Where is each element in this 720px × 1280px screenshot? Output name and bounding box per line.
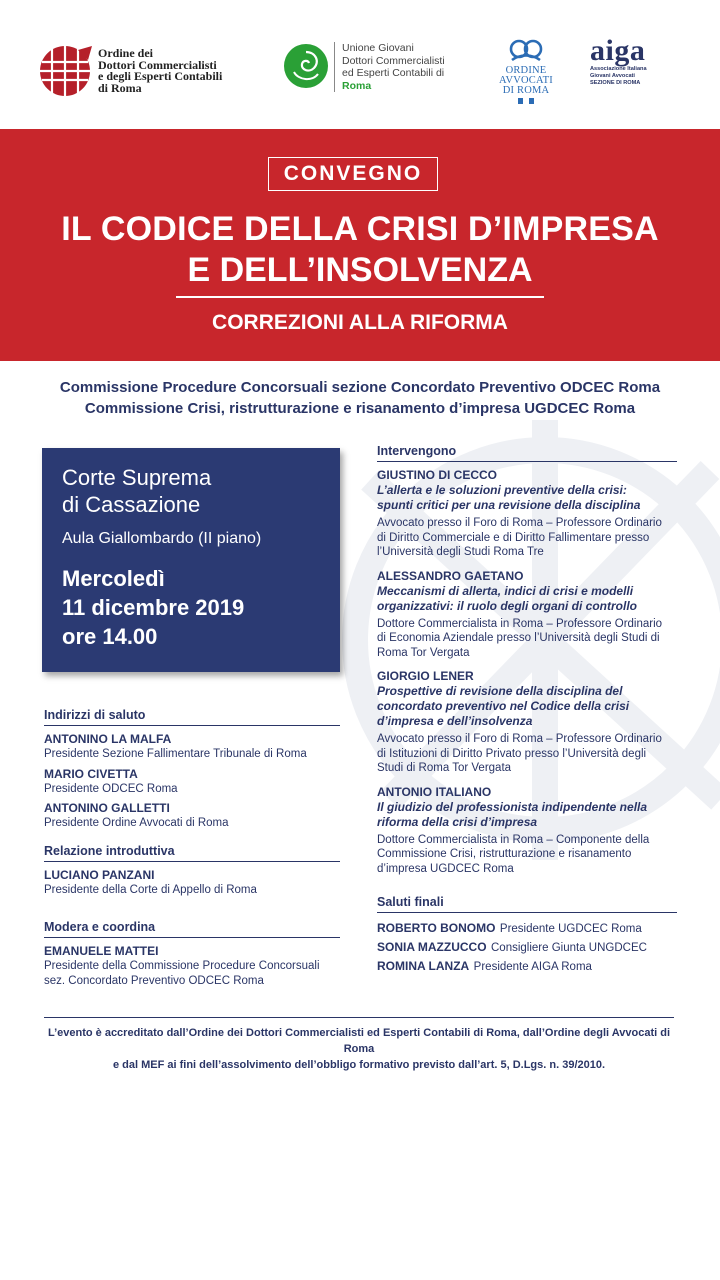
- convegno-tag: CONVEGNO: [268, 157, 438, 191]
- person-role: Consigliere Giunta UNGDCEC: [491, 942, 647, 954]
- odcec-line: Dottori Commercialisti: [98, 57, 217, 72]
- list-item: [377, 938, 677, 957]
- title-divider: [176, 296, 544, 298]
- accreditation-line: e dal MEF ai fini dell’assolvimento dell’obbligo formativo previsto dall’art. 5, D.Lgs. n. 39/2010.: [112, 1059, 606, 1071]
- ordine-avvocati-logo: [494, 38, 558, 108]
- speaker-item: [377, 785, 677, 877]
- list-item: [44, 732, 340, 762]
- aiga-logo: [590, 36, 670, 100]
- accreditation-line: L’evento è accreditato dall’Ordine dei Dottori Commercialisti ed Esperti Contabili di Roma, dall’Ordine degli Avvocati di Roma: [47, 1027, 671, 1055]
- odcec-line: e degli Esperti Contabili: [98, 69, 223, 83]
- commission-line: Commissione Crisi, ristrutturazione e risanamento d’impresa UGDCEC Roma: [84, 400, 636, 417]
- speaker-bio-line: Commissione Crisi, ristrutturazione e risanamento: [377, 848, 632, 860]
- speaker-bio-line: Studi di Roma Tor Vergata: [377, 762, 512, 774]
- person-name: ROMINA LANZA: [377, 959, 470, 973]
- talk-title-line: Il giudizio del professionista indipendente nella: [377, 799, 648, 814]
- ugdcec-line: ed Esperti Contabili di: [342, 67, 445, 79]
- speaker-name: GIORGIO LENER: [377, 669, 474, 683]
- person-name: EMANUELE MATTEI: [44, 944, 159, 958]
- ugdcec-divider: [334, 42, 335, 92]
- event-title-line1: IL CODICE DELLA CRISI D’IMPRESA: [61, 210, 659, 248]
- speaker-bio-line: l’Università degli Studi Roma Tre: [377, 546, 544, 558]
- speaker-bio-line: Avvocato presso il Foro di Roma – Professore Ordinario: [377, 517, 662, 529]
- list-item: [44, 868, 340, 898]
- greetings-heading: Indirizzi di saluto: [44, 708, 340, 726]
- oar-line: AVVOCATI: [499, 75, 553, 86]
- talk-title-line: d’impresa e dell’insolvenza: [377, 714, 533, 728]
- odcec-logo: [38, 42, 268, 100]
- aiga-line: Giovani Avvocati: [590, 73, 635, 79]
- list-item: [377, 957, 677, 976]
- venue-line: di Cassazione: [62, 492, 201, 517]
- speaker-name: ALESSANDRO GAETANO: [377, 568, 524, 583]
- list-item: [44, 801, 340, 831]
- ugdcec-city: Roma: [342, 79, 372, 92]
- talk-title-line: riforma della crisi d’impresa: [377, 814, 538, 829]
- talk-title-line: spunti critici per una revisione della disciplina: [377, 498, 641, 512]
- person-name: ANTONINO GALLETTI: [44, 801, 170, 815]
- footer-divider: [44, 1017, 674, 1018]
- odcec-line: Ordine dei: [98, 46, 154, 60]
- ugdcec-line: Unione Giovani: [342, 42, 414, 54]
- talk-title-line: concordato preventivo nel Codice della crisi: [377, 699, 630, 713]
- aiga-wordmark: aiga: [590, 34, 646, 67]
- organizing-commissions: [0, 377, 720, 419]
- ugdcec-line: Dottori Commercialisti: [342, 54, 445, 67]
- venue-line: Corte Suprema: [62, 465, 212, 490]
- title-banner: [0, 129, 720, 361]
- person-name: ROBERTO BONOMO: [377, 921, 496, 935]
- list-item: [44, 944, 340, 988]
- event-subtitle: CORREZIONI ALLA RIFORMA: [212, 311, 508, 334]
- accreditation-note: [44, 1025, 674, 1073]
- speaker-name: GIUSTINO DI CECCO: [377, 468, 498, 482]
- ugdcec-swirl-icon: [282, 42, 330, 90]
- event-time: ore 14.00: [62, 624, 158, 649]
- event-day: Mercoledì: [62, 566, 165, 591]
- oar-line: DI ROMA: [502, 85, 550, 96]
- final-greetings-heading: Saluti finali: [377, 895, 677, 913]
- speaker-bio-line: di Diritto Commerciale e di Diritto Fallimentare presso: [377, 531, 650, 544]
- speaker-bio-line: Dottore Commercialista in Roma – Componente della: [377, 833, 650, 846]
- logo-header: [0, 0, 720, 130]
- person-role: Presidente UGDCEC Roma: [499, 923, 642, 935]
- event-info-box: [42, 448, 340, 672]
- odcec-globe-icon: [38, 44, 94, 98]
- ugdcec-logo: [282, 42, 462, 100]
- odcec-line: di Roma: [98, 80, 142, 95]
- person-role: Presidente Sezione Fallimentare Tribunale di Roma: [44, 748, 307, 760]
- person-role: Presidente della Corte di Appello di Roma: [44, 883, 257, 896]
- person-name: SONIA MAZZUCCO: [377, 940, 487, 954]
- speaker-bio-line: di Economia Aziendale presso l’Università degli Studi di: [377, 632, 660, 644]
- speaker-bio-line: Roma Tor Vergata: [377, 646, 470, 659]
- person-name: MARIO CIVETTA: [44, 766, 138, 781]
- person-role: Presidente Ordine Avvocati di Roma: [44, 817, 229, 829]
- talk-title-line: organizzativi: il ruolo degli organi di controllo: [377, 598, 638, 613]
- event-title-line2: E DELL’INSOLVENZA: [187, 251, 533, 289]
- left-program-column: [44, 708, 340, 993]
- person-role: Presidente della Commissione Procedure Concorsuali: [44, 960, 320, 972]
- commission-line: Commissione Procedure Concorsuali sezione Concordato Preventivo ODCEC Roma: [59, 379, 661, 396]
- speaker-bio-line: Avvocato presso il Foro di Roma – Professore Ordinario: [377, 733, 662, 745]
- ordine-avvocati-base-icon: [516, 98, 536, 104]
- speaker-item: [377, 569, 677, 661]
- speaker-bio-line: Dottore Commercialista in Roma – Professore Ordinario: [377, 617, 663, 630]
- ordine-avvocati-knot-icon: [506, 38, 546, 66]
- speaker-bio-line: di Istituzioni di Diritto Privato presso l’Università degli: [377, 747, 647, 760]
- moderator-heading: Modera e coordina: [44, 920, 340, 938]
- list-item: [44, 767, 340, 797]
- person-role: Presidente ODCEC Roma: [44, 782, 178, 795]
- person-name: ANTONINO LA MALFA: [44, 732, 172, 746]
- speaker-item: [377, 669, 677, 776]
- person-role: sez. Concordato Preventivo ODCEC Roma: [44, 974, 264, 987]
- aiga-line: Associazione Italiana: [590, 66, 647, 72]
- talk-title-line: Prospettive di revisione della disciplina del: [377, 684, 623, 698]
- speaker-bio-line: d’impresa UGDCEC Roma: [377, 862, 514, 875]
- event-date: 11 dicembre 2019: [62, 595, 245, 620]
- right-program-column: [377, 444, 677, 976]
- oar-line: ORDINE: [505, 65, 547, 76]
- list-item: [377, 919, 677, 938]
- room-name: Aula Giallombardo (II piano): [62, 530, 262, 547]
- person-name: LUCIANO PANZANI: [44, 867, 155, 882]
- speakers-heading: Intervengono: [377, 444, 677, 462]
- aiga-line: SEZIONE DI ROMA: [590, 80, 641, 86]
- talk-title-line: L’allerta e le soluzioni preventive della crisi:: [377, 483, 627, 497]
- talk-title-line: Meccanismi di allerta, indici di crisi e modelli: [377, 583, 634, 598]
- speaker-item: [377, 468, 677, 560]
- intro-heading: Relazione introduttiva: [44, 844, 340, 862]
- speaker-name: ANTONIO ITALIANO: [377, 784, 492, 799]
- person-role: Presidente AIGA Roma: [473, 961, 592, 973]
